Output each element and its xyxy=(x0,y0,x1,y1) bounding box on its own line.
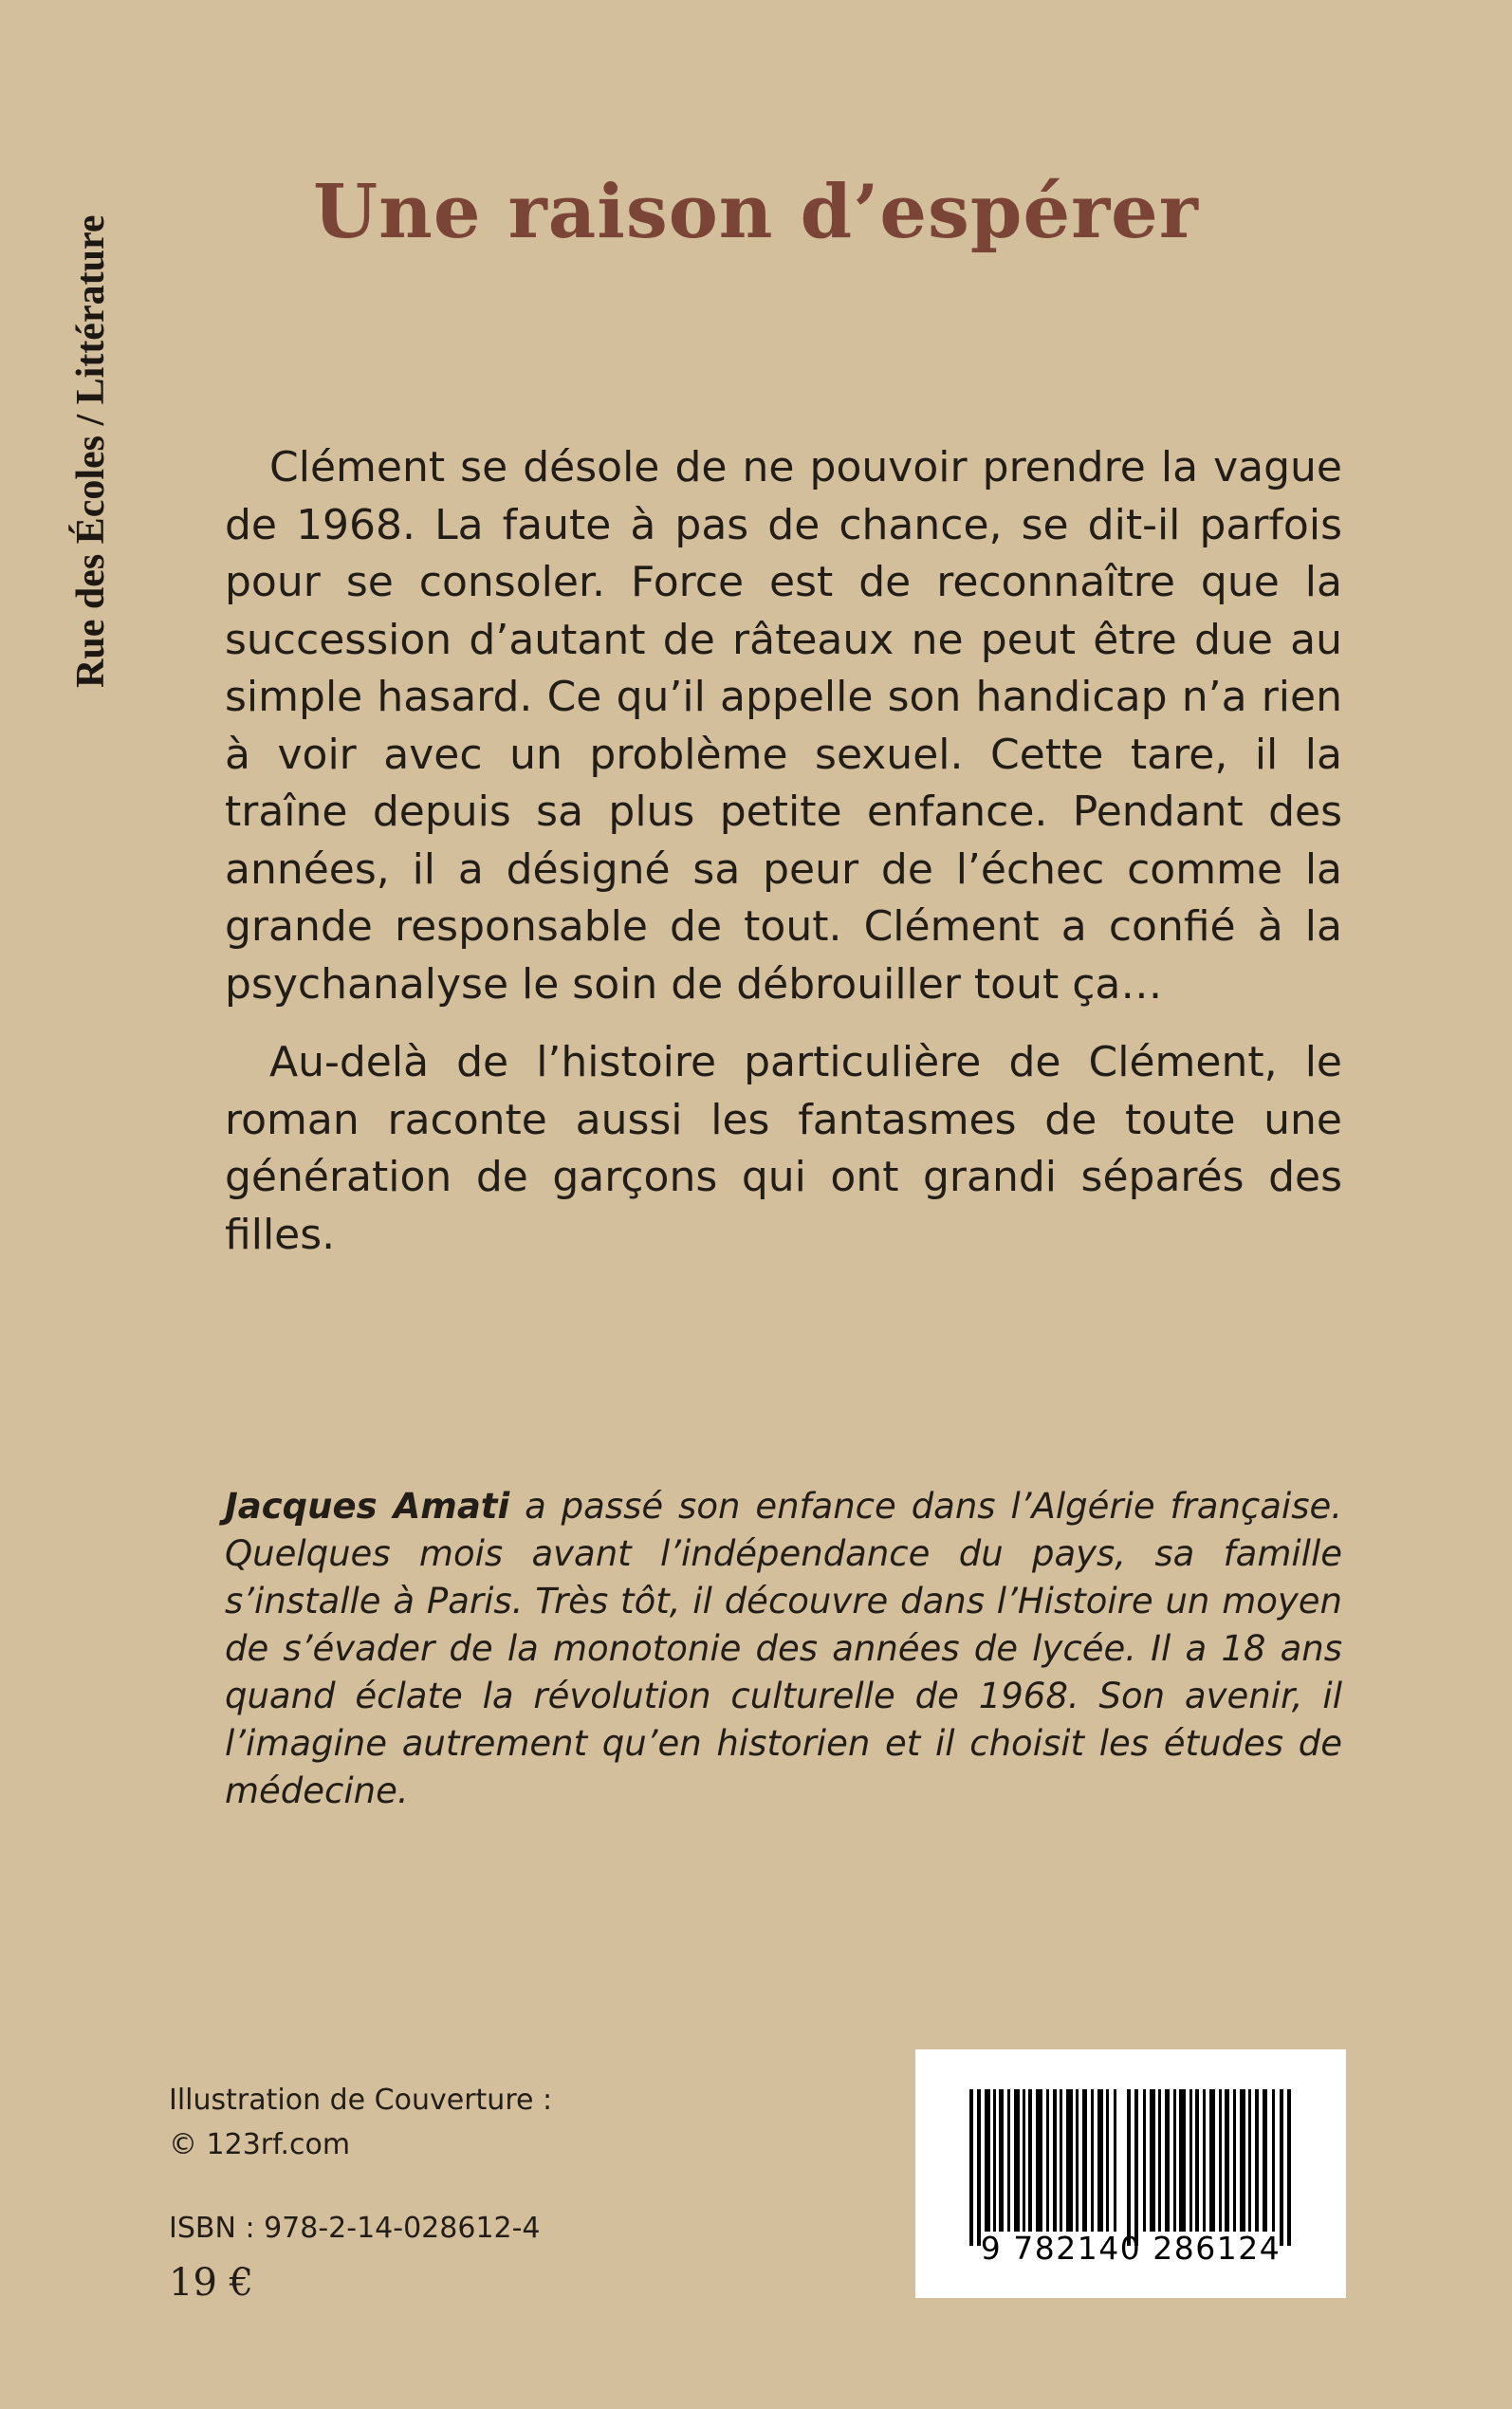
isbn-number: ISBN : 978-2-14-028612-4 xyxy=(169,2212,541,2245)
barcode xyxy=(915,2049,1346,2298)
summary-paragraph: Au-delà de l’histoire particulière de Clément, le roman raconte aussi les fantasmes de toute une génération de garçons qui ont grandi séparés des filles. xyxy=(225,1038,1342,1259)
credits-label: Illustration de Couverture : xyxy=(169,2084,553,2117)
book-summary xyxy=(225,439,1342,1285)
author-bio xyxy=(225,1483,1342,1815)
book-title: Une raison d’espérer xyxy=(313,169,1199,255)
barcode-digits: 9 782140 286124 xyxy=(980,2230,1282,2267)
summary-paragraph: Clément se désole de ne pouvoir prendre la vague de 1968. La faute à pas de chance, se dit-il parfois pour se consoler. Force est de reconnaître que la succession d’autant de râteaux ne peut être due au simple hasard. Ce qu’il appelle son handicap n’a rien à voir avec un problème sexuel. Cette tare, il la traîne depuis sa plus petite enfance. Pendant des années, il a désigné sa peur de l’échec comme la grande responsable de tout. Clément a confié à la psychanalyse le soin de débrouiller tout ça… xyxy=(225,443,1342,1009)
credits-source: © 123rf.com xyxy=(169,2128,351,2161)
author-bio-text: a passé son enfance dans l’Algérie française. Quelques mois avant l’indépendance du pays, sa famille s’installe à Paris. Très tôt, il découvre dans l’Histoire un moyen de s’évader de la monotonie des années de lycée. Il a 18 ans quand éclate la révolution culturelle de 1968. Son avenir, il l’imagine autrement qu’en historien et il choisit les études de médecine. xyxy=(225,1486,1342,1811)
spine-collection-label: Rue des Écoles / Littérature xyxy=(69,214,113,688)
cover-credits xyxy=(169,2078,552,2167)
author-name: Jacques Amati xyxy=(225,1486,510,1527)
price-label: 19 € xyxy=(169,2261,254,2305)
